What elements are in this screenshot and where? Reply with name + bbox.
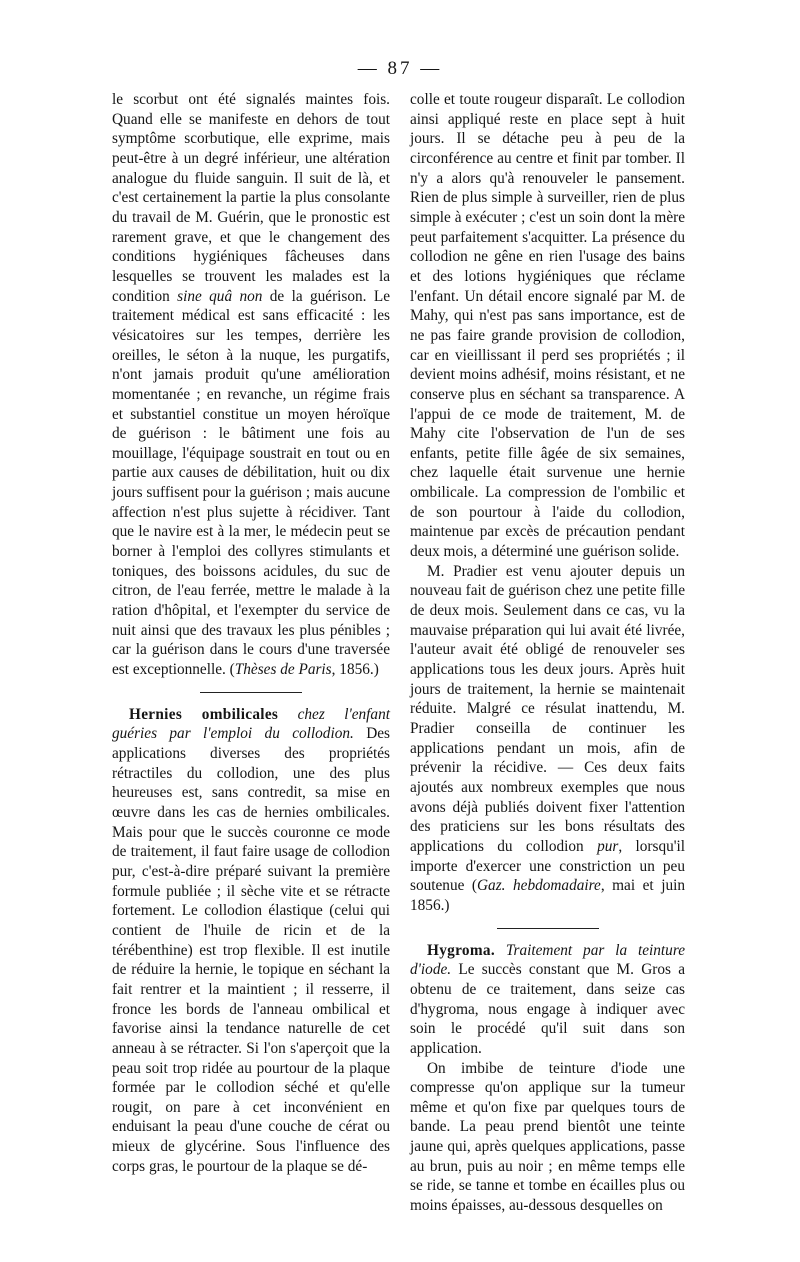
right-paragraph-2 [410,562,685,916]
right-paragraph-iode: On imbibe de teinture d'iode une compresse qu'on applique sur la tumeur même et qu'on fixe par quelques tours de bande. La peau prend bientôt une teinte jaune qui, après quelques applications, passe au brun, puis au noir ; en même temps elle se ride, se tanne et tombe en écailles plus ou moins épaisses, au-dessous desquelles on [410,1059,685,1215]
pur-word: pur [597,837,619,855]
section-heading-hygroma: Hygroma. [427,941,495,959]
citation-theses: Thèses de Paris [234,661,332,679]
section-divider [200,692,302,693]
citation-year: , 1856.) [331,661,379,679]
right-paragraph-1: colle et toute rougeur disparaît. Le collodion ainsi appliqué reste en place sept à huit jours. Il se détache peu à peu de la circonférence au centre et finit par tomber. Il n'y a alors qu'à renouveler le pansement. Rien de plus simple à surveiller, rien de plus simple à exécuter ; c'est un soin dont la mère peut parfaitement s'acquitter. La présence du collodion ne gêne en rien l'usage des bains et des lotions hygiéniques que réclame l'enfant. Un détail encore signalé par M. de Mahy, qui n'est pas sans importance, est de ne pas faire grande provision de collodion, car en vieillissant il perd ses propriétés ; il devient moins adhésif, moins résistant, et ne conserve plus en séchant sa transparence. A l'appui de ce mode de traitement, M. de Mahy cite l'observation de l'un de ses enfants, petite fille âgée de six semaines, chez laquelle était survenue une hernie ombilicale. La compression de l'ombilic et de son pourtour à l'aide du collodion, maintenue par excès de précaution pendant deux mois, a déterminé une guérison solide. [410,91,685,561]
section-subtitle-hygroma: Traitement par la teinture d'iode. [410,941,685,979]
section-heading-hernies: Hernies ombilicales [129,705,279,723]
page-number: — 87 — [357,58,443,79]
scorbut-text-continued: de la guérison. Le traitement médical est sans efficacité : les vésicatoires sur les tempes, derrière les oreilles, le séton à la nuque, les purgatifs, n'ont jamais produit qu'une amélioration momentanée ; en revanche, un régime frais et substantiel constitue un moyen héroïque de guérison : le bâtiment une fois au mouillage, l'équipage soustrait en tout ou en partie aux causes de débilitation, huit ou dix jours suffisent pour la guérison ; mais aucune affection n'est plus sujette à récidiver. Tant que le navire est à la mer, le médecin peut se borner à l'emploi des collyres stimulants et toniques, des boissons acidules, du suc de citron, de l'eau ferrée, mettre le malade à la ration d'hôpital, et l'exempter du service de nuit ainsi que des travaux les plus pénibles ; car la guérison dans le cours d'une traversée est exceptionnelle. ( [112,287,390,679]
scorbut-text: le scorbut ont été signalés maintes fois. Quand elle se manifeste en dehors de tout symptôme scorbutique, elle exprime, mais peut-être à un degré inférieur, une altération analogue du fluide sanguin. Il suit de là, et c'est certainement la partie la plus consolante du travail de M. Guérin, que le pronostic est rarement grave, et que le changement des conditions hygiéniques fâcheuses dans lesquelles se trouvent les malades est la condition [112,91,390,305]
latin-phrase: sine quâ non [177,287,263,305]
citation-date: , mai et juin 1856.) [410,877,685,914]
left-paragraph-1 [112,90,390,680]
section-divider-2 [497,928,599,929]
citation-gazette: Gaz. hebdomadaire [477,877,601,895]
section-subtitle-hernies: chez l'enfant guéries par l'emploi du collodion. [112,705,390,743]
pradier-text-continued: , lorsqu'il importe d'exercer une constriction un peu soutenue ( [410,837,685,895]
right-paragraph-hygroma [410,941,685,1059]
left-paragraph-hernies [112,705,390,1177]
right-column [410,90,685,1216]
pradier-text: M. Pradier est venu ajouter depuis un nouveau fait de guérison chez une petite fille de deux mois. Seulement dans ce cas, vu la mauvaise préparation qui lui avait été livrée, l'auteur avait été obligé de renouveler ses applications tous les deux jours. Après huit jours de traitement, la hernie se maintenait réduite. Malgré ce résulat inattendu, M. Pradier conseilla de continuer les applications pendant un mois, afin de prévenir la récidive. — Ces deux faits ajoutés aux nombreux exemples que nous avons déjà publiés doivent fixer l'attention des praticiens sur les bons résultats des applications du collodion [410,562,685,855]
hernies-text: Des applications diverses des propriétés rétractiles du collodion, une des plus heureuses est, sans contredit, sa mise en œuvre dans les cas de hernies ombilicales. Mais pour que le succès couronne ce mode de traitement, il faut faire usage de collodion pur, c'est-à-dire préparé suivant la première formule publiée ; il sèche vite et se rétracte fortement. Le collodion élastique (celui qui contient de l'huile de ricin et de la térébenthine) est trop flexible. Il est inutile de réduire la hernie, le topique en séchant la fait rentrer et la maintient ; il resserre, il fronce les bords de l'anneau ombilical et favorise ainsi la tendance naturelle de cet anneau à se rétracter. Si l'on s'aperçoit que la peau soit trop ridée au pourtour de la plaque formée par le collodion séché et qu'elle rougit, on pare à cet inconvénient en enduisant la peau d'une couche de cérat ou mieux de glycérine. Sous l'influence des corps gras, le pourtour de la plaque se dé- [112,725,390,1175]
hygroma-text: Le succès constant que M. Gros a obtenu de ce traitement, dans seize cas d'hygroma, nous engage à indiquer avec soin le procédé qu'il suit dans son application. [410,961,685,1057]
left-column [112,90,390,1176]
